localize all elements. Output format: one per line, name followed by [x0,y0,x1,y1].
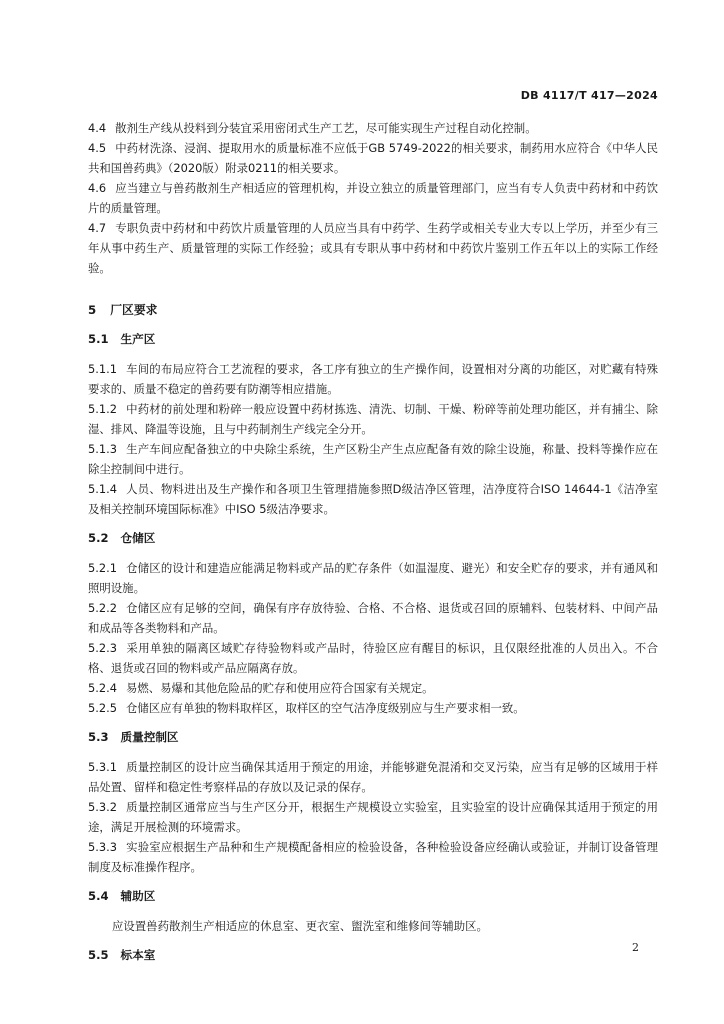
clause-text: 应当建立与兽药散剂生产相适应的管理机构，并设立独立的质量管理部门，应当有专人负责中药材和中药饮片的质量管理。 [88,181,658,215]
clause-number: 5.1.3 [88,442,117,456]
clause-number: 5.2.3 [88,641,117,655]
clause-text: 质量控制区通常应当与生产区分开，根据生产规模设立实验室，且实验室的设计应确保其适用于预定的用途，满足开展检测的环境需求。 [88,800,658,834]
section-number: 5.2 [88,531,109,545]
clause-number: 5.2.1 [88,561,117,575]
section-title: 厂区要求 [110,303,158,317]
section-title: 生产区 [120,332,156,346]
clause-text: 散剂生产线从投料到分装宜采用密闭式生产工艺，尽可能实现生产过程自动化控制。 [115,121,537,135]
clause-text: 实验室应根据生产品种和生产规模配备相应的检验设备，各种检验设备应经确认或验证，并制订设备管理制度及标准操作程序。 [88,840,658,874]
clause-4-6 [88,178,658,218]
clause-number: 5.1.4 [88,482,117,496]
clause-number: 4.5 [88,141,107,155]
clause-text: 易燃、易爆和其他危险品的贮存和使用应符合国家有关规定。 [125,681,434,695]
clause-text: 质量控制区的设计应当确保其适用于预定的用途，并能够避免混淆和交叉污染，应当有足够的区域用于样品处置、留样和稳定性考察样品的存放以及记录的保存。 [88,760,658,794]
section-5-4-heading [88,887,658,905]
clause-number: 5.1.1 [88,362,117,376]
section-title: 辅助区 [120,889,156,903]
clause-text: 专职负责中药材和中药饮片质量管理的人员应当具有中药学、生药学或相关专业大专以上学历，并至少有三年从事中药生产、质量管理的实际工作经验；或具有专职从事中药材和中药饮片鉴别工作五年以上的实际工作经验。 [88,221,658,275]
clause-text: 仓储区应有单独的物料取样区，取样区的空气洁净度级别应与生产要求相一致。 [125,701,525,715]
clause-4-4 [88,118,658,138]
section-5-5-heading [88,946,658,964]
section-5-4-text: 应设置兽药散剂生产相适应的休息室、更衣室、盥洗室和维修间等辅助区。 [112,919,488,933]
clause-5-1-3 [88,439,658,479]
standard-code: DB 4117/T 417—2024 [520,89,658,102]
clause-5-1-1 [88,359,658,399]
clause-number: 5.2.2 [88,601,117,615]
clause-text: 中药材的前处理和粉碎一般应设置中药材拣选、清洗、切制、干燥、粉碎等前处理功能区，并有捕尘、除湿、排风、降温等设施，且与中药制剂生产线完全分开。 [88,402,658,436]
clause-4-5 [88,138,658,178]
clause-5-3-2 [88,797,658,837]
clause-text: 中药材洗涤、浸润、提取用水的质量标准不应低于GB 5749-2022的相关要求，制药用水应符合《中华人民共和国兽药典》（2020版）附录0211的相关要求。 [88,141,658,175]
section-number: 5 [88,303,97,317]
section-number: 5.1 [88,332,109,346]
clause-5-3-1 [88,757,658,797]
clause-4-7 [88,218,658,278]
clause-5-2-1 [88,558,658,598]
clause-5-1-2 [88,399,658,439]
document-body [88,118,658,975]
clause-text: 仓储区的设计和建造应能满足物料或产品的贮存条件（如温湿度、避光）和安全贮存的要求，并有通风和照明设施。 [88,561,658,595]
clause-number: 5.2.4 [88,681,117,695]
clause-5-2-2 [88,598,658,638]
section-number: 5.5 [88,948,109,962]
section-title: 仓储区 [120,531,156,545]
section-number: 5.3 [88,730,109,744]
clause-number: 5.3.1 [88,760,117,774]
clause-text: 采用单独的隔离区域贮存待验物料或产品时，待验区应有醒目的标识，且仅限经批准的人员出入。不合格、退货或召回的物料或产品应隔离存放。 [88,641,658,675]
clause-5-2-3 [88,638,658,678]
clause-number: 5.2.5 [88,701,117,715]
section-number: 5.4 [88,889,109,903]
section-5-3-heading [88,728,658,746]
section-5-1-heading [88,330,658,348]
section-title: 质量控制区 [120,730,179,744]
clause-5-2-5 [88,698,658,718]
page-number: 2 [632,941,639,954]
clause-5-2-4 [88,678,658,698]
clause-text: 人员、物料进出及生产操作和各项卫生管理措施参照D级洁净区管理，洁净度符合ISO 14644-1《洁净室及相关控制环境国际标准》中ISO 5级洁净要求。 [88,482,658,516]
clause-number: 4.4 [88,121,107,135]
clause-number: 5.1.2 [88,402,117,416]
clause-text: 生产车间应配备独立的中央除尘系统，生产区粉尘产生点应配备有效的除尘设施，称量、投料等操作应在除尘控制间中进行。 [88,442,658,476]
clause-number: 5.3.2 [88,800,117,814]
clause-number: 5.3.3 [88,840,117,854]
section-5-2-heading [88,529,658,547]
clause-text: 仓储区应有足够的空间，确保有序存放待验、合格、不合格、退货或召回的原辅料、包装材料、中间产品和成品等各类物料和产品。 [88,601,658,635]
section-title: 标本室 [120,948,156,962]
clause-5-1-4 [88,479,658,519]
clause-5-3-3 [88,837,658,877]
clause-number: 4.7 [88,221,107,235]
clause-number: 4.6 [88,181,107,195]
clause-text: 车间的布局应符合工艺流程的要求，各工序有独立的生产操作间，设置相对分离的功能区，对贮藏有特殊要求的、质量不稳定的兽药要有防潮等相应措施。 [88,362,658,396]
section-5-heading [88,301,658,319]
